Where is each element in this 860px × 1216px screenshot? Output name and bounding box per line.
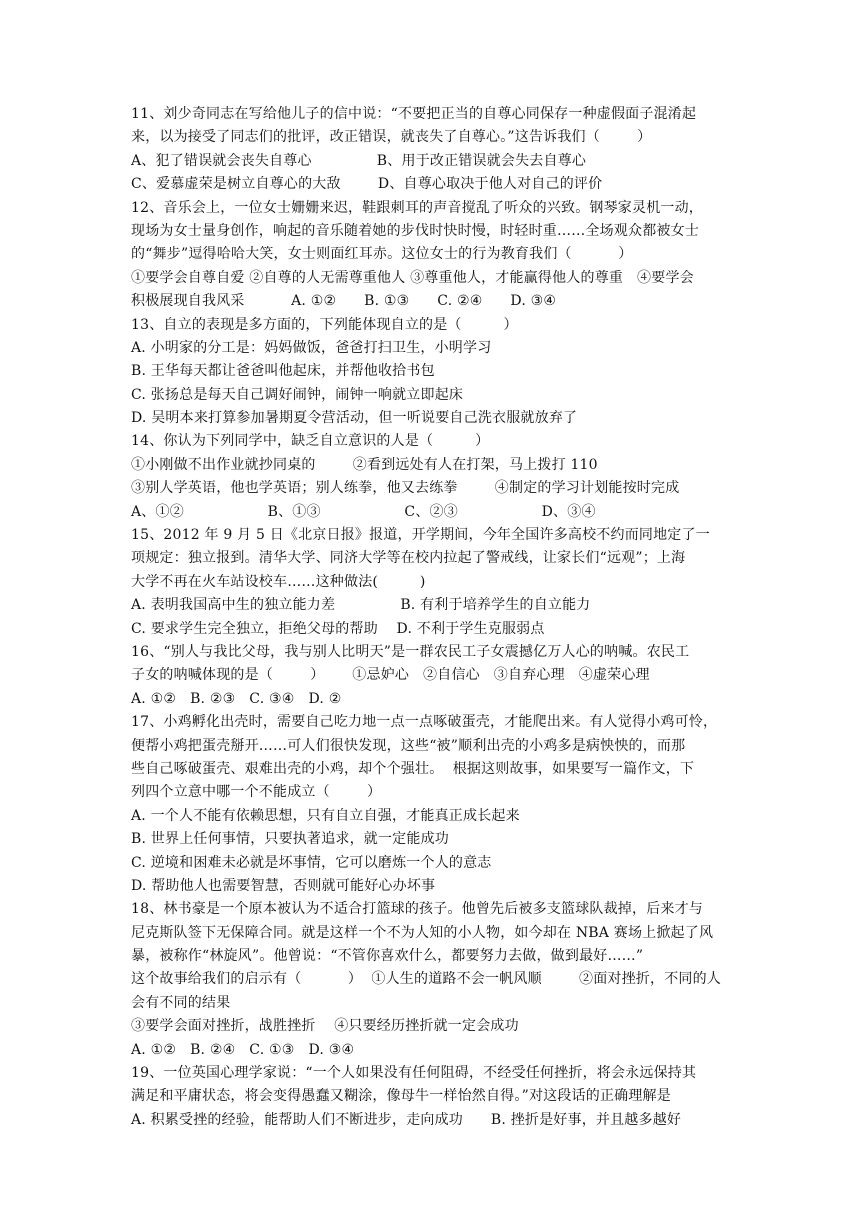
text-line: B. 王华每天都让爸爸叫他起床，并帮他收拾书包	[131, 363, 435, 380]
text-line: 这个故事给我们的启示有（ ） ①人生的道路不会一帆风顺 ②面对挫折，不同的人	[131, 971, 722, 988]
text-line: 子女的呐喊体现的是（ ） ①忌妒心 ②自信心 ③自弃心理 ④虚荣心理	[131, 667, 650, 684]
text-line: 列四个立意中哪一个不能成立（ ）	[131, 784, 382, 801]
text-line: 满足和平庸状态，将会变得愚蠢又糊涂，像母牛一样怡然自得。”对这段话的正确理解是	[131, 1088, 671, 1105]
text-line: 11、刘少奇同志在写给他儿子的信中说：“不要把正当的自尊心同保存一种虚假面子混淆起	[131, 106, 697, 122]
text-line: 12、音乐会上，一位女士姗姗来迟，鞋跟刺耳的声音搅乱了听众的兴致。钢琴家灵机一动，	[131, 199, 704, 216]
text-line: 来，以为接受了同志们的批评，改正错误，就丧失了自尊心。”这告诉我们（ ）	[131, 129, 652, 146]
text-line: A. 一个人不能有依赖思想，只有自立自强，才能真正成长起来	[131, 807, 520, 824]
text-line: A、犯了错误就会丧失自尊心 B、用于改正错误就会失去自尊心	[131, 152, 587, 169]
text-line: A. ①② B. ②③ C. ③④ D. ②	[131, 690, 342, 707]
text-line: 便帮小鸡把蛋壳掰开……可人们很快发现，这些“被”顺利出壳的小鸡多是病怏怏的，而那	[131, 737, 686, 754]
text-line: 现场为女士量身创作，响起的音乐随着她的步伐时快时慢，时轻时重……全场观众都被女士	[131, 222, 699, 239]
text-line: A. 积累受挫的经验，能帮助人们不断进步，走向成功 B. 挫折是好事，并且越多越好	[131, 1111, 682, 1128]
text-line: 大学不再在火车站设校车……这种做法( )	[131, 573, 426, 590]
text-line: B. 世界上任何事情，只要执著追求，就一定能成功	[131, 831, 449, 848]
text-line: A. 表明我国高中生的独立能力差 B. 有利于培养学生的自立能力	[131, 597, 591, 614]
text-line: D. 帮助他人也需要智慧，否则就可能好心办坏事	[131, 877, 436, 894]
text-line: A、①② B、①③ C、②③ D、③④	[131, 503, 596, 520]
text-line: 17、小鸡孵化出壳时，需要自己吃力地一点一点啄破蛋壳，才能爬出来。有人觉得小鸡可怜，	[131, 714, 718, 731]
text-line: A. 小明家的分工是：妈妈做饭，爸爸打扫卫生，小明学习	[131, 339, 492, 356]
text-line: 16、“别人与我比父母，我与别人比明天”是一群农民工子女震撼亿万人心的呐喊。农民工	[131, 643, 690, 660]
text-line: 19、一位英国心理学家说：“一个人如果没有任何阻碍，不经受任何挫折，将会永远保持其	[131, 1065, 697, 1082]
text-line: C. 逆境和困难未必就是坏事情，它可以磨炼一个人的意志	[131, 854, 492, 871]
text-line: 15、2012 年 9 月 5 日《北京日报》报道，开学期间，今年全国许多高校不约而同地定了一	[131, 527, 710, 544]
text-line: 14、你认为下列同学中，缺乏自立意识的人是（ ）	[131, 433, 490, 450]
document-body	[131, 103, 731, 1132]
text-line: C. 张扬总是每天自己调好闹钟，闹钟一响就立即起床	[131, 386, 464, 403]
text-line: 会有不同的结果	[131, 994, 231, 1011]
text-line: ①要学会自尊自爱 ②自尊的人无需尊重他人 ③尊重他人，才能赢得他人的尊重 ④要学会	[131, 269, 694, 286]
text-line: ③要学会面对挫折，战胜挫折 ④只要经历挫折就一定会成功	[131, 1018, 519, 1035]
text-line: 暴，被称作“林旋风”。他曾说：“不管你喜欢什么，都要努力去做，做到最好……”	[131, 948, 644, 965]
text-line: 18、林书豪是一个原本被认为不适合打篮球的孩子。他曾先后被多支篮球队裁掉，后来才与	[131, 901, 704, 918]
text-line: C. 要求学生完全独立，拒绝父母的帮助 D. 不利于学生克服弱点	[131, 620, 545, 637]
text-line: ③别人学英语，他也学英语；别人练拳，他又去练拳 ④制定的学习计划能按时完成	[131, 480, 680, 497]
text-line: 些自己啄破蛋壳、艰难出壳的小鸡，却个个强壮。 根据这则故事，如果要写一篇作文，下	[131, 760, 695, 777]
text-line: 项规定：独立报到。清华大学、同济大学等在校内拉起了警戒线，让家长们“远观”；上海	[131, 550, 686, 567]
text-line: 的“舞步”逗得哈哈大笑，女士则面红耳赤。这位女士的行为教育我们（ ）	[131, 246, 633, 263]
text-line: 尼克斯队签下无保障合同。就是这样一个不为人知的小人物，如今却在 NBA 赛场上掀起了风	[131, 924, 714, 941]
text-line: 13、自立的表现是多方面的，下列能体现自立的是（ ）	[131, 316, 518, 333]
text-line: D. 吴明本来打算参加暑期夏令营活动，但一听说要自己洗衣服就放弃了	[131, 410, 578, 427]
text-line: 积极展现自我风采 A. ①② B. ①③ C. ②④ D. ③④	[131, 293, 557, 310]
text-line: C、爱慕虚荣是树立自尊心的大敌 D、自尊心取决于他人对自己的评价	[131, 176, 603, 193]
text-line: ①小刚做不出作业就抄同桌的 ②看到远处有人在打架，马上拨打 110	[131, 456, 598, 473]
text-line: A. ①② B. ②④ C. ①③ D. ③④	[131, 1041, 355, 1058]
